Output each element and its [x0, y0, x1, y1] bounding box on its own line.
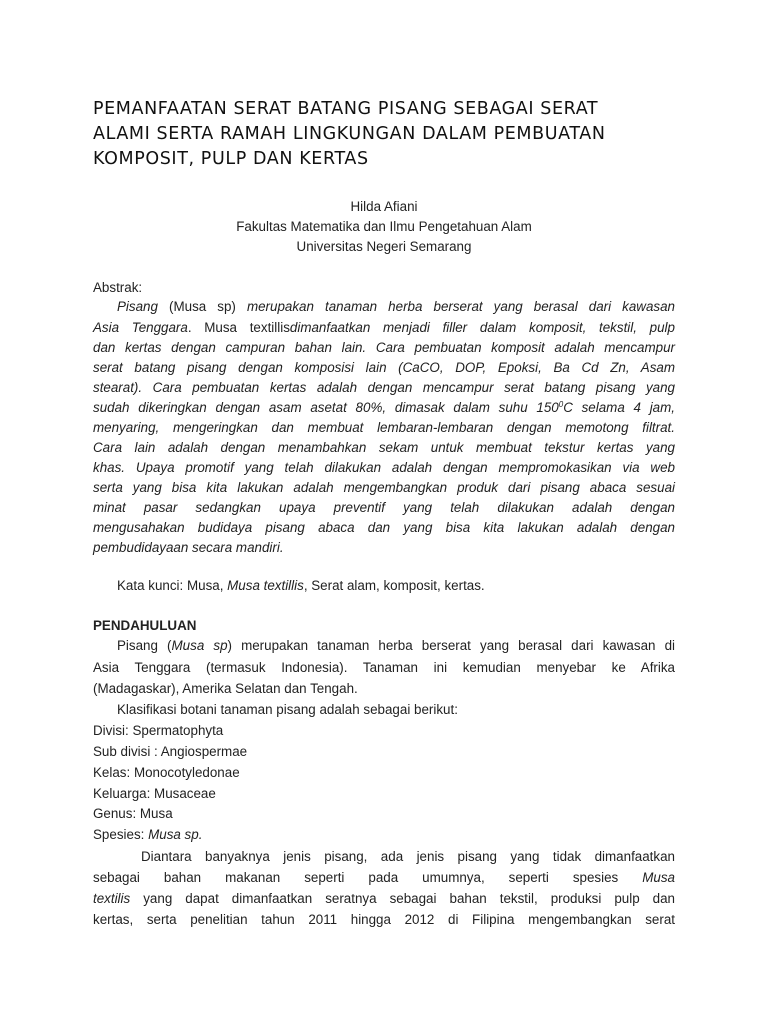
taxonomy-keluarga: Keluarga: Musaceae	[93, 786, 216, 801]
keywords: Kata kunci: Musa, Musa textillis, Serat alam, komposit, kertas.	[117, 578, 485, 593]
taxonomy-kelas: Kelas: Monocotyledonae	[93, 765, 240, 780]
intro-line-1: Pisang (Musa sp) merupakan tanaman herba berserat yang berasal dari kawasan di	[117, 638, 675, 653]
intro-line-3: (Madagaskar), Amerika Selatan dan Tengah.	[93, 681, 358, 696]
abstract-line-3: dan kertas dengan campuran bahan lain. Cara pembuatan komposit adalah mencampur	[93, 340, 675, 355]
intro-line-2: Asia Tenggara (termasuk Indonesia). Tanaman ini kemudian menyebar ke Afrika	[93, 660, 675, 675]
abstract-line-7: menyaring, mengeringkan dan membuat lembaran-lembaran dengan memotong filtrat.	[93, 420, 675, 435]
intro-para3-line-2: sebagai bahan makanan seperti pada umumnya, seperti spesies Musa	[93, 870, 675, 885]
abstract-line-8: Cara lain adalah dengan menambahkan sekam untuk membuat tekstur kertas yang	[93, 440, 675, 455]
taxonomy-genus: Genus: Musa	[93, 806, 173, 821]
title-line-1: PEMANFAATAN SERAT BATANG PISANG SEBAGAI SERAT	[93, 99, 599, 119]
taxonomy-divisi: Divisi: Spermatophyta	[93, 723, 224, 738]
paper-title	[93, 97, 683, 172]
intro-heading: PENDAHULUAN	[93, 618, 197, 633]
abstract-line-6: sudah dikeringkan dengan asam asetat 80%, dimasak dalam suhu $150^0C$ selama 4 jam,	[93, 400, 675, 415]
university-name: Universitas Negeri Semarang	[296, 239, 472, 254]
intro-para3-line-1: Diantara banyaknya jenis pisang, ada jenis pisang yang tidak dimanfaatkan	[141, 849, 675, 864]
abstract-line-5: stearat). Cara pembuatan kertas adalah dengan mencampur serat batang pisang yang	[93, 380, 675, 395]
abstract-line-10: serta yang bisa kita lakukan adalah mengembangkan produk dari pisang abaca sesuai	[93, 480, 675, 495]
title-line-3: KOMPOSIT, PULP DAN KERTAS	[93, 149, 369, 169]
taxonomy-spesies: Spesies: Musa sp.	[93, 827, 203, 842]
title-line-2: ALAMI SERTA RAMAH LINGKUNGAN DALAM PEMBUATAN	[93, 124, 606, 144]
abstract-line-1: Pisang (Musa sp) merupakan tanaman herba berserat yang berasal dari kawasan	[117, 299, 675, 314]
intro-para3-line-3: textilis yang dapat dimanfaatkan seratnya sebagai bahan tekstil, produksi pulp dan	[93, 891, 675, 906]
author-name: Hilda Afiani	[350, 199, 418, 214]
faculty-name: Fakultas Matematika dan Ilmu Pengetahuan Alam	[236, 219, 532, 234]
abstract-heading: Abstrak:	[93, 280, 143, 295]
abstract-line-11: minat pasar sedangkan upaya preventif yang telah dilakukan adalah dengan	[93, 500, 675, 515]
abstract-line-2: Asia Tenggara. Musa textillisdimanfaatkan menjadi filler dalam komposit, tekstil, pulp	[93, 320, 675, 335]
abstract-line-13: pembudidayaan secara mandiri.	[93, 540, 284, 555]
abstract-line-9: khas. Upaya promotif yang telah dilakukan adalah dengan mempromokasikan via web	[93, 460, 675, 475]
abstract-line-4: serat batang pisang dengan komposisi lain (CaCO, DOP, Epoksi, Ba Cd Zn, Asam	[93, 360, 675, 375]
intro-line-4: Klasifikasi botani tanaman pisang adalah sebagai berikut:	[117, 702, 458, 717]
taxonomy-sub-divisi: Sub divisi : Angiospermae	[93, 744, 248, 759]
intro-para3-line-4: kertas, serta penelitian tahun 2011 hingga 2012 di Filipina mengembangkan serat	[93, 912, 675, 927]
abstract-line-12: mengusahakan budidaya pisang abaca dan yang bisa kita lakukan adalah dengan	[93, 520, 675, 535]
